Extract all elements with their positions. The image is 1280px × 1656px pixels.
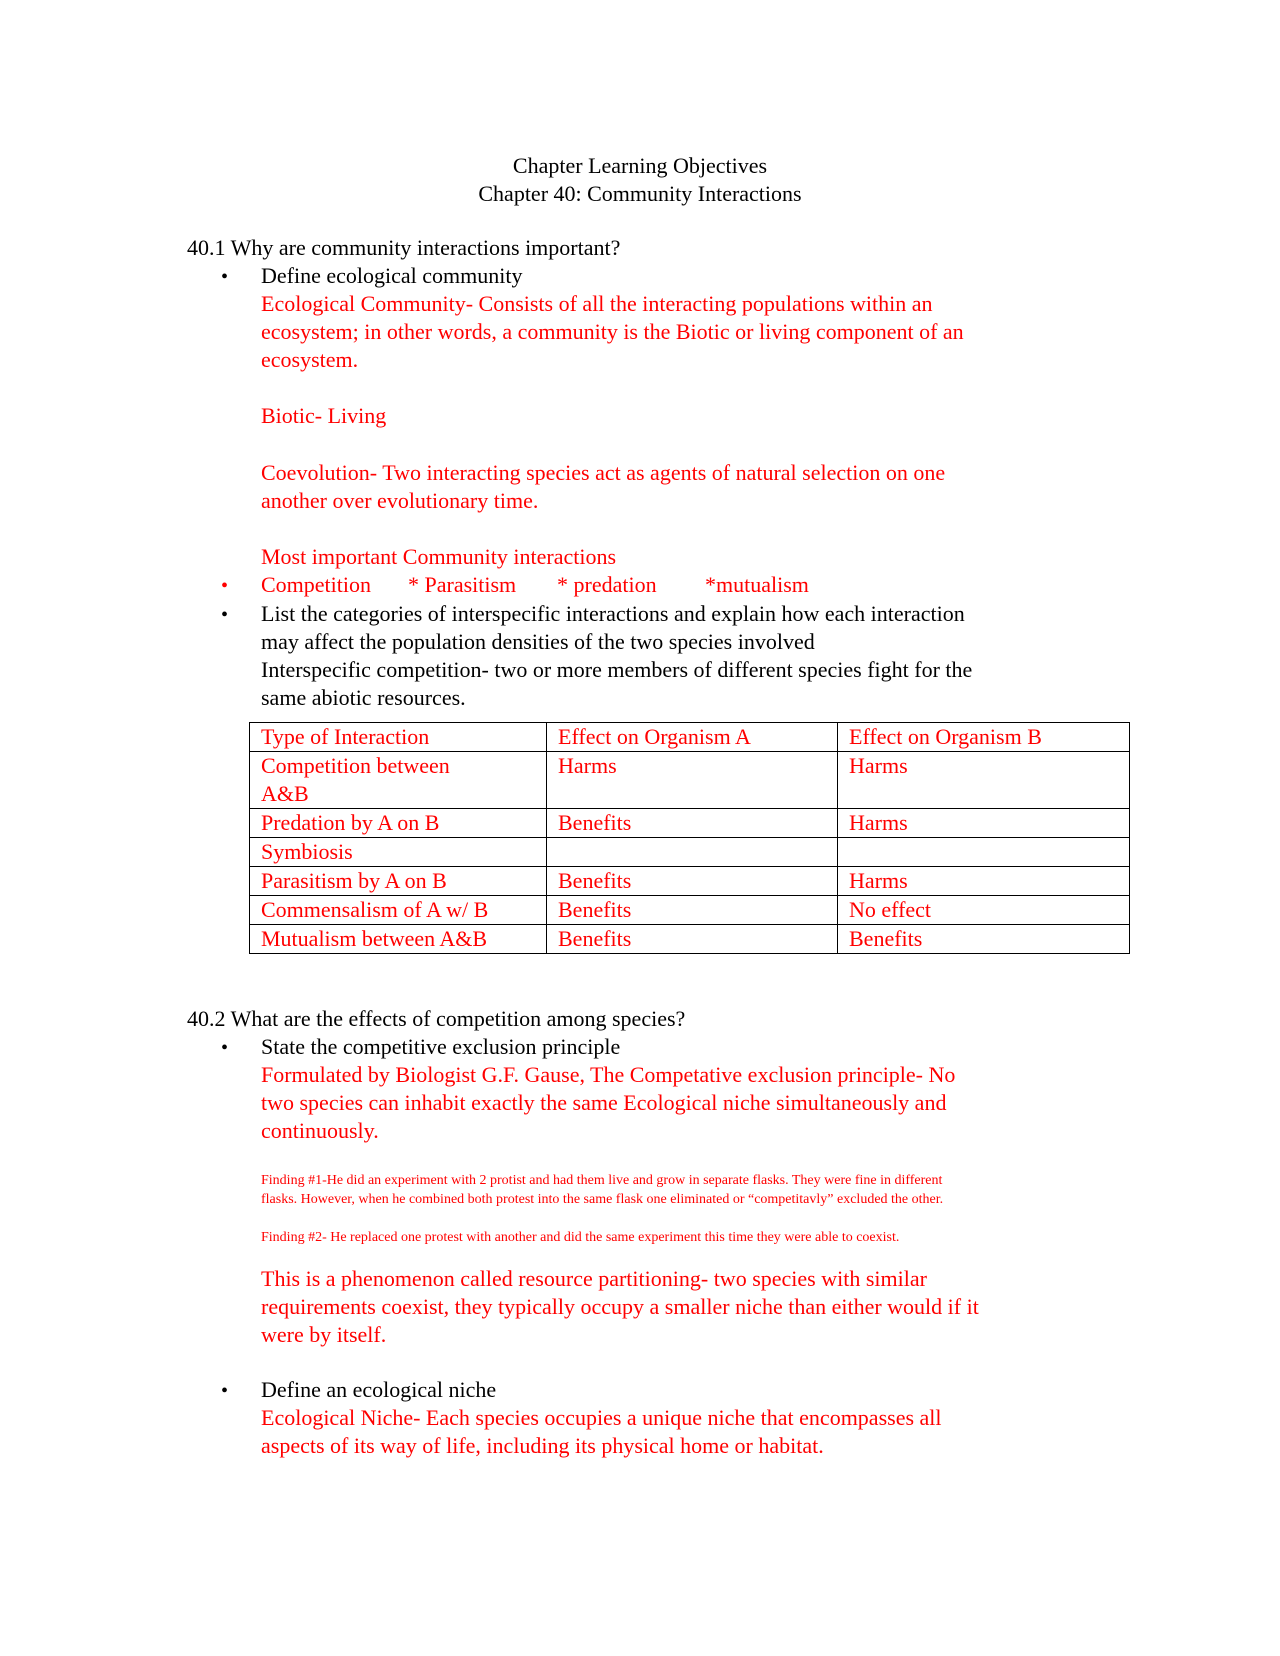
table-row: [250, 896, 1130, 925]
table-cell: [838, 838, 1130, 867]
table-cell: [250, 752, 547, 809]
coevolution-line: another over evolutionary time.: [261, 488, 539, 513]
community-def-line: Ecological Community- Consists of all the interacting populations within an: [261, 291, 933, 316]
bullet: •: [221, 1037, 229, 1059]
interspecific-line: same abiotic resources.: [261, 685, 466, 710]
table-cell: Mutualism between A&B: [250, 925, 547, 954]
bullet: •: [221, 575, 229, 597]
most-important-heading: Most important Community interactions: [261, 544, 617, 569]
interaction-table: [249, 722, 1130, 954]
table-row: [250, 752, 1130, 809]
table-row: [250, 838, 1130, 867]
table-cell: Benefits: [547, 809, 838, 838]
interaction-mutualism: *mutualism: [705, 572, 809, 597]
doc-title: Chapter Learning Objectives: [512, 153, 768, 178]
niche-def-line: Ecological Niche- Each species occupies a unique niche that encompasses all: [261, 1405, 942, 1430]
table-cell: Harms: [838, 752, 1130, 809]
partitioning-line: requirements coexist, they typically occupy a smaller niche than either would if it: [261, 1294, 979, 1319]
table-cell: No effect: [838, 896, 1130, 925]
bullet: •: [221, 604, 229, 626]
section-2-heading: 40.2 What are the effects of competition among species?: [187, 1006, 686, 1031]
biotic-def: Biotic- Living: [261, 403, 387, 428]
bullet-define-community: Define ecological community: [261, 263, 523, 288]
table-cell-line: Competition between: [261, 753, 450, 778]
table-cell: Benefits: [838, 925, 1130, 954]
table-row: [250, 867, 1130, 896]
bullet-list-categories: List the categories of interspecific interactions and explain how each interaction: [261, 601, 965, 626]
bullet-exclusion-principle: State the competitive exclusion principle: [261, 1034, 621, 1059]
table-cell: Benefits: [547, 867, 838, 896]
table-header-cell: Type of Interaction: [250, 723, 547, 752]
table-cell: Commensalism of A w/ B: [250, 896, 547, 925]
table-cell: Symbiosis: [250, 838, 547, 867]
niche-def-line: aspects of its way of life, including its physical home or habitat.: [261, 1433, 824, 1458]
community-def-line: ecosystem; in other words, a community is the Biotic or living component of an: [261, 319, 964, 344]
principle-line: Formulated by Biologist G.F. Gause, The Competative exclusion principle- No: [261, 1062, 956, 1087]
table-cell: Predation by A on B: [250, 809, 547, 838]
bullet-define-niche: Define an ecological niche: [261, 1377, 497, 1402]
table-header-cell: Effect on Organism B: [838, 723, 1130, 752]
table-header-cell: Effect on Organism A: [547, 723, 838, 752]
partitioning-line: were by itself.: [261, 1322, 387, 1347]
table-cell: Parasitism by A on B: [250, 867, 547, 896]
partitioning-line: This is a phenomenon called resource partitioning- two species with similar: [261, 1266, 927, 1291]
finding-1-line: flasks. However, when he combined both protest into the same flask one eliminated or “competitavly” excluded the other.: [261, 1192, 944, 1207]
table-cell: Harms: [547, 752, 838, 809]
principle-line: two species can inhabit exactly the same Ecological niche simultaneously and: [261, 1090, 947, 1115]
principle-line: continuously.: [261, 1118, 379, 1143]
bullet-list-categories: may affect the population densities of the two species involved: [261, 629, 815, 654]
table-row: [250, 925, 1130, 954]
table-cell-line: A&B: [261, 781, 309, 806]
finding-1-line: Finding #1-He did an experiment with 2 protist and had them live and grow in separate flasks. They were fine in different: [261, 1173, 943, 1188]
bullet: •: [221, 266, 229, 288]
table-cell: Harms: [838, 867, 1130, 896]
table-cell: Harms: [838, 809, 1130, 838]
section-1-heading: 40.1 Why are community interactions important?: [187, 235, 621, 260]
interaction-parasitism: * Parasitism: [408, 572, 517, 597]
table-cell: Benefits: [547, 896, 838, 925]
finding-2: Finding #2- He replaced one protest with another and did the same experiment this time they were able to coexist.: [261, 1230, 900, 1245]
table-header-row: [250, 723, 1130, 752]
interspecific-line: Interspecific competition- two or more members of different species fight for the: [261, 657, 973, 682]
community-def-line: ecosystem.: [261, 347, 359, 372]
table-cell: [547, 838, 838, 867]
table-cell: Benefits: [547, 925, 838, 954]
coevolution-line: Coevolution- Two interacting species act as agents of natural selection on one: [261, 460, 946, 485]
table-row: [250, 809, 1130, 838]
interaction-predation: * predation: [557, 572, 657, 597]
doc-subtitle: Chapter 40: Community Interactions: [478, 181, 802, 206]
interaction-competition: Competition: [261, 572, 371, 597]
bullet: •: [221, 1380, 229, 1402]
